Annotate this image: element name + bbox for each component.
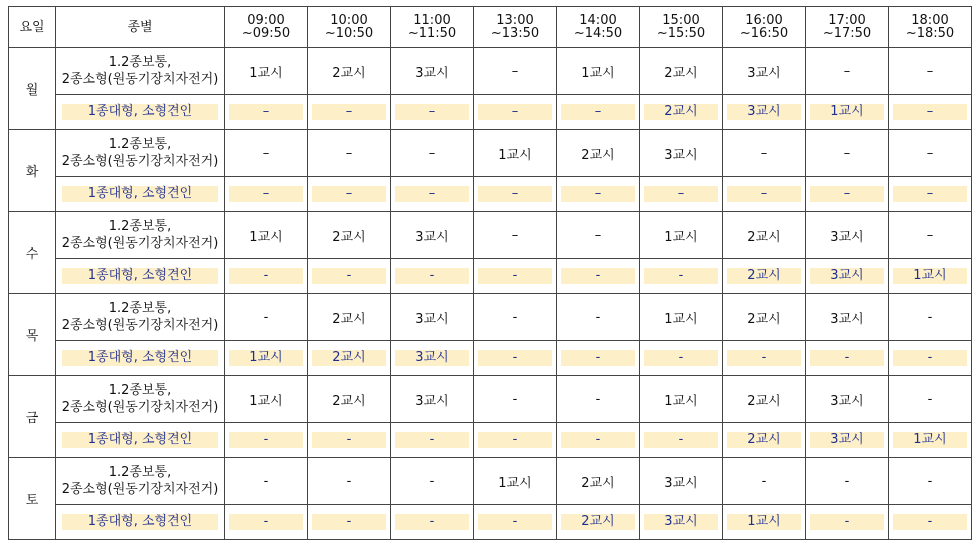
schedule-cell (308, 95, 391, 130)
schedule-cell (723, 423, 806, 458)
schedule-cell (391, 341, 474, 376)
cell-highlight: 1교시 (727, 514, 801, 530)
schedule-cell (889, 177, 972, 212)
type-label-a (56, 376, 225, 423)
schedule-cell (225, 177, 308, 212)
schedule-cell (723, 505, 806, 540)
schedule-cell: – (391, 130, 474, 177)
cell-highlight: – (893, 186, 967, 202)
schedule-cell: - (889, 294, 972, 341)
table-row (9, 376, 972, 423)
schedule-cell: 1교시 (225, 212, 308, 259)
schedule-cell (723, 259, 806, 294)
schedule-cell: – (225, 130, 308, 177)
slot-end: ~14:50 (573, 26, 623, 41)
schedule-cell (889, 423, 972, 458)
cell-highlight: – (727, 186, 801, 202)
slot-start: 16:00 (745, 13, 783, 28)
schedule-cell (723, 95, 806, 130)
cell-highlight: - (478, 514, 552, 530)
schedule-cell: 1교시 (225, 48, 308, 95)
schedule-cell (557, 505, 640, 540)
cell-highlight: - (395, 432, 469, 448)
schedule-cell: 2교시 (308, 48, 391, 95)
cell-highlight: 1교시 (893, 432, 967, 448)
header-slot (391, 7, 474, 48)
header-day: 요일 (9, 7, 56, 48)
type-label-a (56, 130, 225, 177)
cell-highlight: 1교시 (229, 350, 303, 366)
type-label-b (56, 341, 225, 376)
cell-highlight: - (644, 432, 718, 448)
cell-highlight: 3교시 (810, 432, 884, 448)
schedule-cell: 1교시 (225, 376, 308, 423)
cell-highlight: – (561, 104, 635, 120)
cell-highlight: 2교시 (312, 350, 386, 366)
slot-start: 18:00 (911, 13, 949, 28)
header-slot (225, 7, 308, 48)
schedule-cell: – (723, 130, 806, 177)
table-row (9, 294, 972, 341)
cell-highlight: – (810, 186, 884, 202)
cell-highlight: - (727, 350, 801, 366)
type-label-b (56, 259, 225, 294)
schedule-cell (557, 259, 640, 294)
schedule-cell: 3교시 (806, 212, 889, 259)
type-line-1: 1.2종보통, (108, 383, 172, 398)
schedule-cell (391, 177, 474, 212)
type-line-1: 1.2종보통, (108, 465, 172, 480)
cell-highlight: 2교시 (727, 268, 801, 284)
table-row (9, 48, 972, 95)
schedule-cell: - (889, 458, 972, 505)
schedule-cell: – (806, 130, 889, 177)
day-label: 월 (9, 48, 56, 130)
cell-highlight: – (395, 186, 469, 202)
header-type: 종별 (56, 7, 225, 48)
schedule-cell: – (889, 212, 972, 259)
schedule-cell (557, 177, 640, 212)
schedule-cell (557, 423, 640, 458)
schedule-cell: 2교시 (723, 376, 806, 423)
cell-highlight: - (893, 350, 967, 366)
cell-highlight: - (395, 268, 469, 284)
schedule-cell (723, 341, 806, 376)
schedule-cell (889, 259, 972, 294)
schedule-cell (640, 95, 723, 130)
cell-highlight: - (312, 432, 386, 448)
schedule-cell: 2교시 (308, 212, 391, 259)
cell-highlight: 2교시 (561, 514, 635, 530)
schedule-cell (225, 259, 308, 294)
schedule-cell (474, 177, 557, 212)
header-row (9, 7, 972, 48)
header-slot (889, 7, 972, 48)
type-label-b (56, 423, 225, 458)
type-highlight: 1종대형, 소형견인 (62, 432, 218, 448)
type-highlight: 1종대형, 소형견인 (62, 268, 218, 284)
schedule-cell: 3교시 (640, 130, 723, 177)
cell-highlight: 1교시 (893, 268, 967, 284)
type-label-a (56, 48, 225, 95)
header-slot (557, 7, 640, 48)
schedule-cell: 3교시 (723, 48, 806, 95)
cell-highlight: 3교시 (810, 268, 884, 284)
day-label: 목 (9, 294, 56, 376)
schedule-cell (474, 423, 557, 458)
cell-highlight: – (229, 104, 303, 120)
schedule-cell (308, 505, 391, 540)
cell-highlight: – (312, 104, 386, 120)
type-highlight: 1종대형, 소형견인 (62, 104, 218, 120)
type-highlight: 1종대형, 소형견인 (62, 350, 218, 366)
schedule-cell: - (557, 376, 640, 423)
cell-highlight: - (229, 432, 303, 448)
schedule-cell (806, 505, 889, 540)
header-slot (640, 7, 723, 48)
schedule-cell: – (889, 130, 972, 177)
cell-highlight: – (893, 104, 967, 120)
cell-highlight: - (312, 514, 386, 530)
cell-highlight: - (478, 432, 552, 448)
schedule-cell: 3교시 (640, 458, 723, 505)
schedule-cell: 3교시 (391, 294, 474, 341)
schedule-cell: - (225, 294, 308, 341)
schedule-cell: - (391, 458, 474, 505)
cell-highlight: 1교시 (810, 104, 884, 120)
cell-highlight: - (478, 350, 552, 366)
cell-highlight: - (893, 514, 967, 530)
schedule-cell: 1교시 (640, 294, 723, 341)
schedule-cell: 3교시 (806, 376, 889, 423)
schedule-cell: 1교시 (640, 376, 723, 423)
schedule-cell: – (474, 48, 557, 95)
schedule-cell (806, 95, 889, 130)
type-label-b (56, 95, 225, 130)
slot-start: 11:00 (413, 13, 451, 28)
type-line-1: 1.2종보통, (108, 55, 172, 70)
schedule-cell (889, 505, 972, 540)
schedule-cell (640, 341, 723, 376)
cell-highlight: 3교시 (395, 350, 469, 366)
table-row (9, 130, 972, 177)
table-row (9, 259, 972, 294)
cell-highlight: - (561, 268, 635, 284)
schedule-cell (640, 177, 723, 212)
type-line-2: 2종소형(원동기장치자전거) (61, 154, 219, 169)
slot-start: 09:00 (247, 13, 285, 28)
schedule-cell (308, 423, 391, 458)
schedule-cell (391, 259, 474, 294)
cell-highlight: - (312, 268, 386, 284)
type-highlight: 1종대형, 소형견인 (62, 186, 218, 202)
slot-end: ~15:50 (656, 26, 706, 41)
cell-highlight: - (810, 514, 884, 530)
schedule-cell (640, 423, 723, 458)
type-label-a (56, 212, 225, 259)
schedule-cell (723, 177, 806, 212)
schedule-cell (225, 423, 308, 458)
cell-highlight: – (478, 104, 552, 120)
schedule-cell (308, 177, 391, 212)
slot-end: ~10:50 (324, 26, 374, 41)
schedule-cell: – (806, 48, 889, 95)
schedule-cell: - (806, 458, 889, 505)
type-label-b (56, 177, 225, 212)
schedule-cell (391, 95, 474, 130)
table-row (9, 505, 972, 540)
slot-end: ~16:50 (739, 26, 789, 41)
schedule-cell (557, 95, 640, 130)
slot-start: 15:00 (662, 13, 700, 28)
type-line-1: 1.2종보통, (108, 301, 172, 316)
type-line-2: 2종소형(원동기장치자전거) (61, 72, 219, 87)
cell-highlight: - (644, 350, 718, 366)
schedule-cell (474, 505, 557, 540)
schedule-container (8, 6, 972, 540)
cell-highlight: 2교시 (727, 432, 801, 448)
cell-highlight: - (478, 268, 552, 284)
schedule-cell: 1교시 (640, 212, 723, 259)
schedule-cell: - (723, 458, 806, 505)
cell-highlight: - (561, 350, 635, 366)
cell-highlight: – (644, 186, 718, 202)
schedule-cell (806, 423, 889, 458)
cell-highlight: - (229, 514, 303, 530)
table-row (9, 458, 972, 505)
schedule-cell: 3교시 (391, 48, 474, 95)
schedule-cell: 2교시 (640, 48, 723, 95)
day-label: 토 (9, 458, 56, 540)
schedule-cell: - (474, 294, 557, 341)
schedule-cell (640, 259, 723, 294)
cell-highlight: – (229, 186, 303, 202)
header-slot (806, 7, 889, 48)
slot-end: ~17:50 (822, 26, 872, 41)
schedule-cell (806, 177, 889, 212)
schedule-cell: – (889, 48, 972, 95)
schedule-cell: – (557, 212, 640, 259)
slot-start: 17:00 (828, 13, 866, 28)
day-label: 화 (9, 130, 56, 212)
type-line-2: 2종소형(원동기장치자전거) (61, 482, 219, 497)
type-line-2: 2종소형(원동기장치자전거) (61, 400, 219, 415)
header-slot (723, 7, 806, 48)
type-highlight: 1종대형, 소형견인 (62, 514, 218, 530)
schedule-cell (225, 341, 308, 376)
cell-highlight: 2교시 (644, 104, 718, 120)
schedule-cell: 3교시 (391, 212, 474, 259)
day-label: 수 (9, 212, 56, 294)
slot-end: ~13:50 (490, 26, 540, 41)
schedule-cell (889, 95, 972, 130)
cell-highlight: - (644, 268, 718, 284)
slot-start: 13:00 (496, 13, 534, 28)
schedule-cell: - (225, 458, 308, 505)
schedule-cell: 2교시 (308, 376, 391, 423)
cell-highlight: - (229, 268, 303, 284)
type-label-b (56, 505, 225, 540)
schedule-cell: 2교시 (723, 294, 806, 341)
table-row (9, 341, 972, 376)
schedule-cell: – (308, 130, 391, 177)
slot-end: ~09:50 (241, 26, 291, 41)
cell-highlight: – (561, 186, 635, 202)
schedule-cell: 2교시 (308, 294, 391, 341)
schedule-cell: 2교시 (723, 212, 806, 259)
schedule-cell: 2교시 (557, 458, 640, 505)
day-label: 금 (9, 376, 56, 458)
header-slot (308, 7, 391, 48)
schedule-cell (474, 259, 557, 294)
schedule-table (8, 6, 972, 540)
schedule-cell: - (557, 294, 640, 341)
table-row (9, 177, 972, 212)
cell-highlight: – (312, 186, 386, 202)
cell-highlight: - (561, 432, 635, 448)
schedule-cell (806, 259, 889, 294)
slot-start: 14:00 (579, 13, 617, 28)
schedule-cell: 1교시 (474, 130, 557, 177)
table-row (9, 95, 972, 130)
schedule-cell (474, 95, 557, 130)
type-label-a (56, 294, 225, 341)
schedule-cell: - (889, 376, 972, 423)
schedule-cell: - (474, 376, 557, 423)
type-line-1: 1.2종보통, (108, 219, 172, 234)
slot-end: ~11:50 (407, 26, 457, 41)
schedule-cell: 1교시 (474, 458, 557, 505)
schedule-cell (806, 341, 889, 376)
cell-highlight: 3교시 (727, 104, 801, 120)
schedule-cell (889, 341, 972, 376)
schedule-cell (391, 423, 474, 458)
cell-highlight: 3교시 (644, 514, 718, 530)
cell-highlight: – (395, 104, 469, 120)
cell-highlight: - (395, 514, 469, 530)
schedule-cell: 1교시 (557, 48, 640, 95)
schedule-cell (225, 505, 308, 540)
cell-highlight: – (478, 186, 552, 202)
schedule-cell (308, 341, 391, 376)
schedule-cell (225, 95, 308, 130)
schedule-cell: - (308, 458, 391, 505)
header-slot (474, 7, 557, 48)
slot-end: ~18:50 (905, 26, 955, 41)
schedule-cell (308, 259, 391, 294)
schedule-cell (391, 505, 474, 540)
table-row (9, 423, 972, 458)
type-line-2: 2종소형(원동기장치자전거) (61, 318, 219, 333)
schedule-cell: 3교시 (806, 294, 889, 341)
type-line-2: 2종소형(원동기장치자전거) (61, 236, 219, 251)
schedule-cell: 2교시 (557, 130, 640, 177)
schedule-cell: – (474, 212, 557, 259)
schedule-cell (474, 341, 557, 376)
slot-start: 10:00 (330, 13, 368, 28)
table-row (9, 212, 972, 259)
schedule-cell (557, 341, 640, 376)
type-label-a (56, 458, 225, 505)
schedule-cell: 3교시 (391, 376, 474, 423)
schedule-cell (640, 505, 723, 540)
cell-highlight: - (810, 350, 884, 366)
type-line-1: 1.2종보통, (108, 137, 172, 152)
